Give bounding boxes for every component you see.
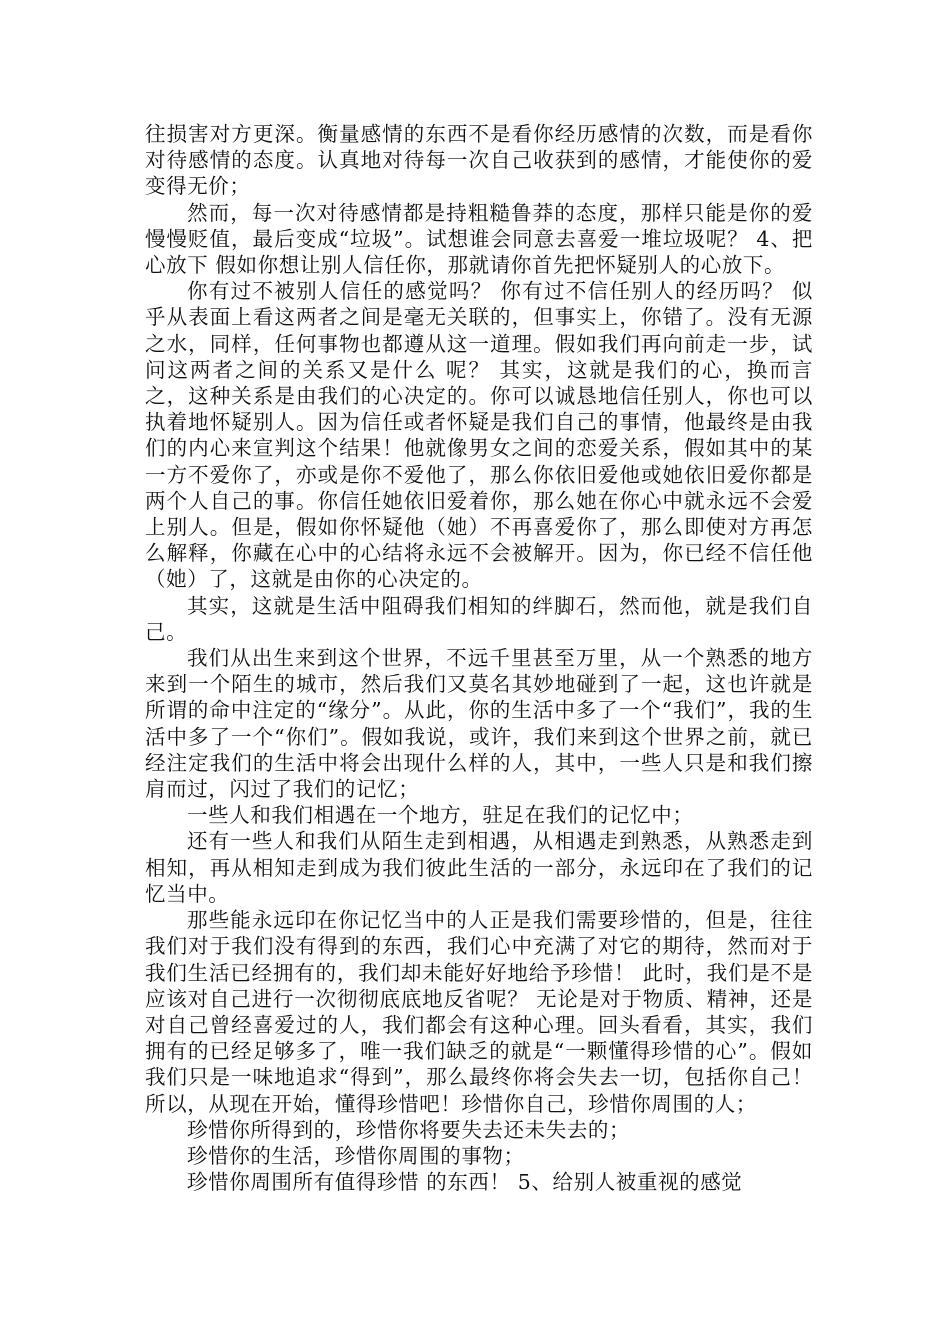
paragraph: 珍惜你所得到的，珍惜你将要失去还未失去的； xyxy=(187,1117,631,1142)
paragraph: 然而，每一次对待感情都是持粗糙鲁莽的态度，那样只能是你的爱慢慢贬值，最后变成“垃圾”。试想谁会同意去喜爱一堆垃圾呢？ 4、把心放下 假如你想让别人信任你，那就请你首先把怀疑别人的心放下。 xyxy=(145,200,813,278)
paragraph: 珍惜你周围所有值得珍惜 的东西！ 5、给别人被重视的感觉 xyxy=(187,1170,743,1195)
paragraph: 一些人和我们相遇在一个地方，驻足在我们的记忆中； xyxy=(187,803,694,828)
body-text xyxy=(145,121,821,1195)
paragraph: 珍惜你的生活，珍惜你周围的事物； xyxy=(187,1143,525,1168)
paragraph: 其实，这就是生活中阻碍我们相知的绊脚石，然而他，就是我们自己。 xyxy=(145,593,813,644)
paragraph: 还有一些人和我们从陌生走到相遇，从相遇走到熟悉，从熟悉走到相知，再从相知走到成为我们彼此生活的一部分，永远印在了我们的记忆当中。 xyxy=(145,829,813,906)
paragraph: 我们从出生来到这个世界，不远千里甚至万里，从一个熟悉的地方来到一个陌生的城市，然后我们又莫名其妙地碰到了一起，这也许就是所谓的命中注定的“缘分”。从此，你的生活中多了一个“我们”，我的生活中多了一个“你们”。假如我说，或许，我们来到这个世界之前，就已经注定我们的生活中将会出现什么样的人，其中，一些人只是和我们擦 肩而过，闪过了我们的记忆； xyxy=(145,646,821,802)
paragraph: 你有过不被别人信任的感觉吗？ 你有过不信任别人的经历吗？ 似乎从表面上看这两者之间是毫无关联的，但事实上，你错了。没有无源之水，同样，任何事物也都遵从这一道理。假如我们再向前走一步，试问这两者之间的关系又是什么 呢？ 其实，这就是我们的心，换而言之，这种关系是由我们的心决定的。你可以诚恳地信任别人，你也可以执着地怀疑别人。因为信任或者怀疑是我们自己的事情，他最终是由我们的内心来宣判这个结果！他就像男女之间的恋爱关系，假如其中的某一方不爱你了，亦或是你不爱他了，那么你依旧爱他或她依旧爱你都是两个人自己的事。你信任她依旧爱着你，那么她在你心中就永远不会爱上别人。但是，假如你怀疑他（她）不再喜爱你了，那么即使对方再怎么解释，你藏在心中的心结将永远不会被解开。因为，你已经不信任他（她）了，这就是由你的心决定的。 xyxy=(145,279,813,592)
paragraph: 那些能永远印在你记忆当中的人正是我们需要珍惜的，但是，往往我们对于我们没有得到的东西，我们心中充满了对它的期待，然而对于我们生活已经拥有的，我们却未能好好地给予珍惜！ 此时，我们是不是应该对自己进行一次彻彻底底地反省呢？ 无论是对于物质、精神，还是对自己曾经喜爱过的人，我们都会有这种心理。回头看看，其实，我们拥有的已经足够多了，唯一我们缺乏的就是“一颗懂得珍惜的心”。假如我们只是一味地追求“得到”，那么最终你将会失去一切，包括你自己！ 所以，从现在开始，懂得珍惜吧！珍惜你自己，珍惜你周围的人； xyxy=(145,908,821,1116)
paragraph: 往损害对方更深。衡量感情的东西不是看你经历感情的次数，而是看你对待感情的态度。认真地对待每一次自己收获到的感情，才能使你的爱变得无价； xyxy=(145,122,813,199)
